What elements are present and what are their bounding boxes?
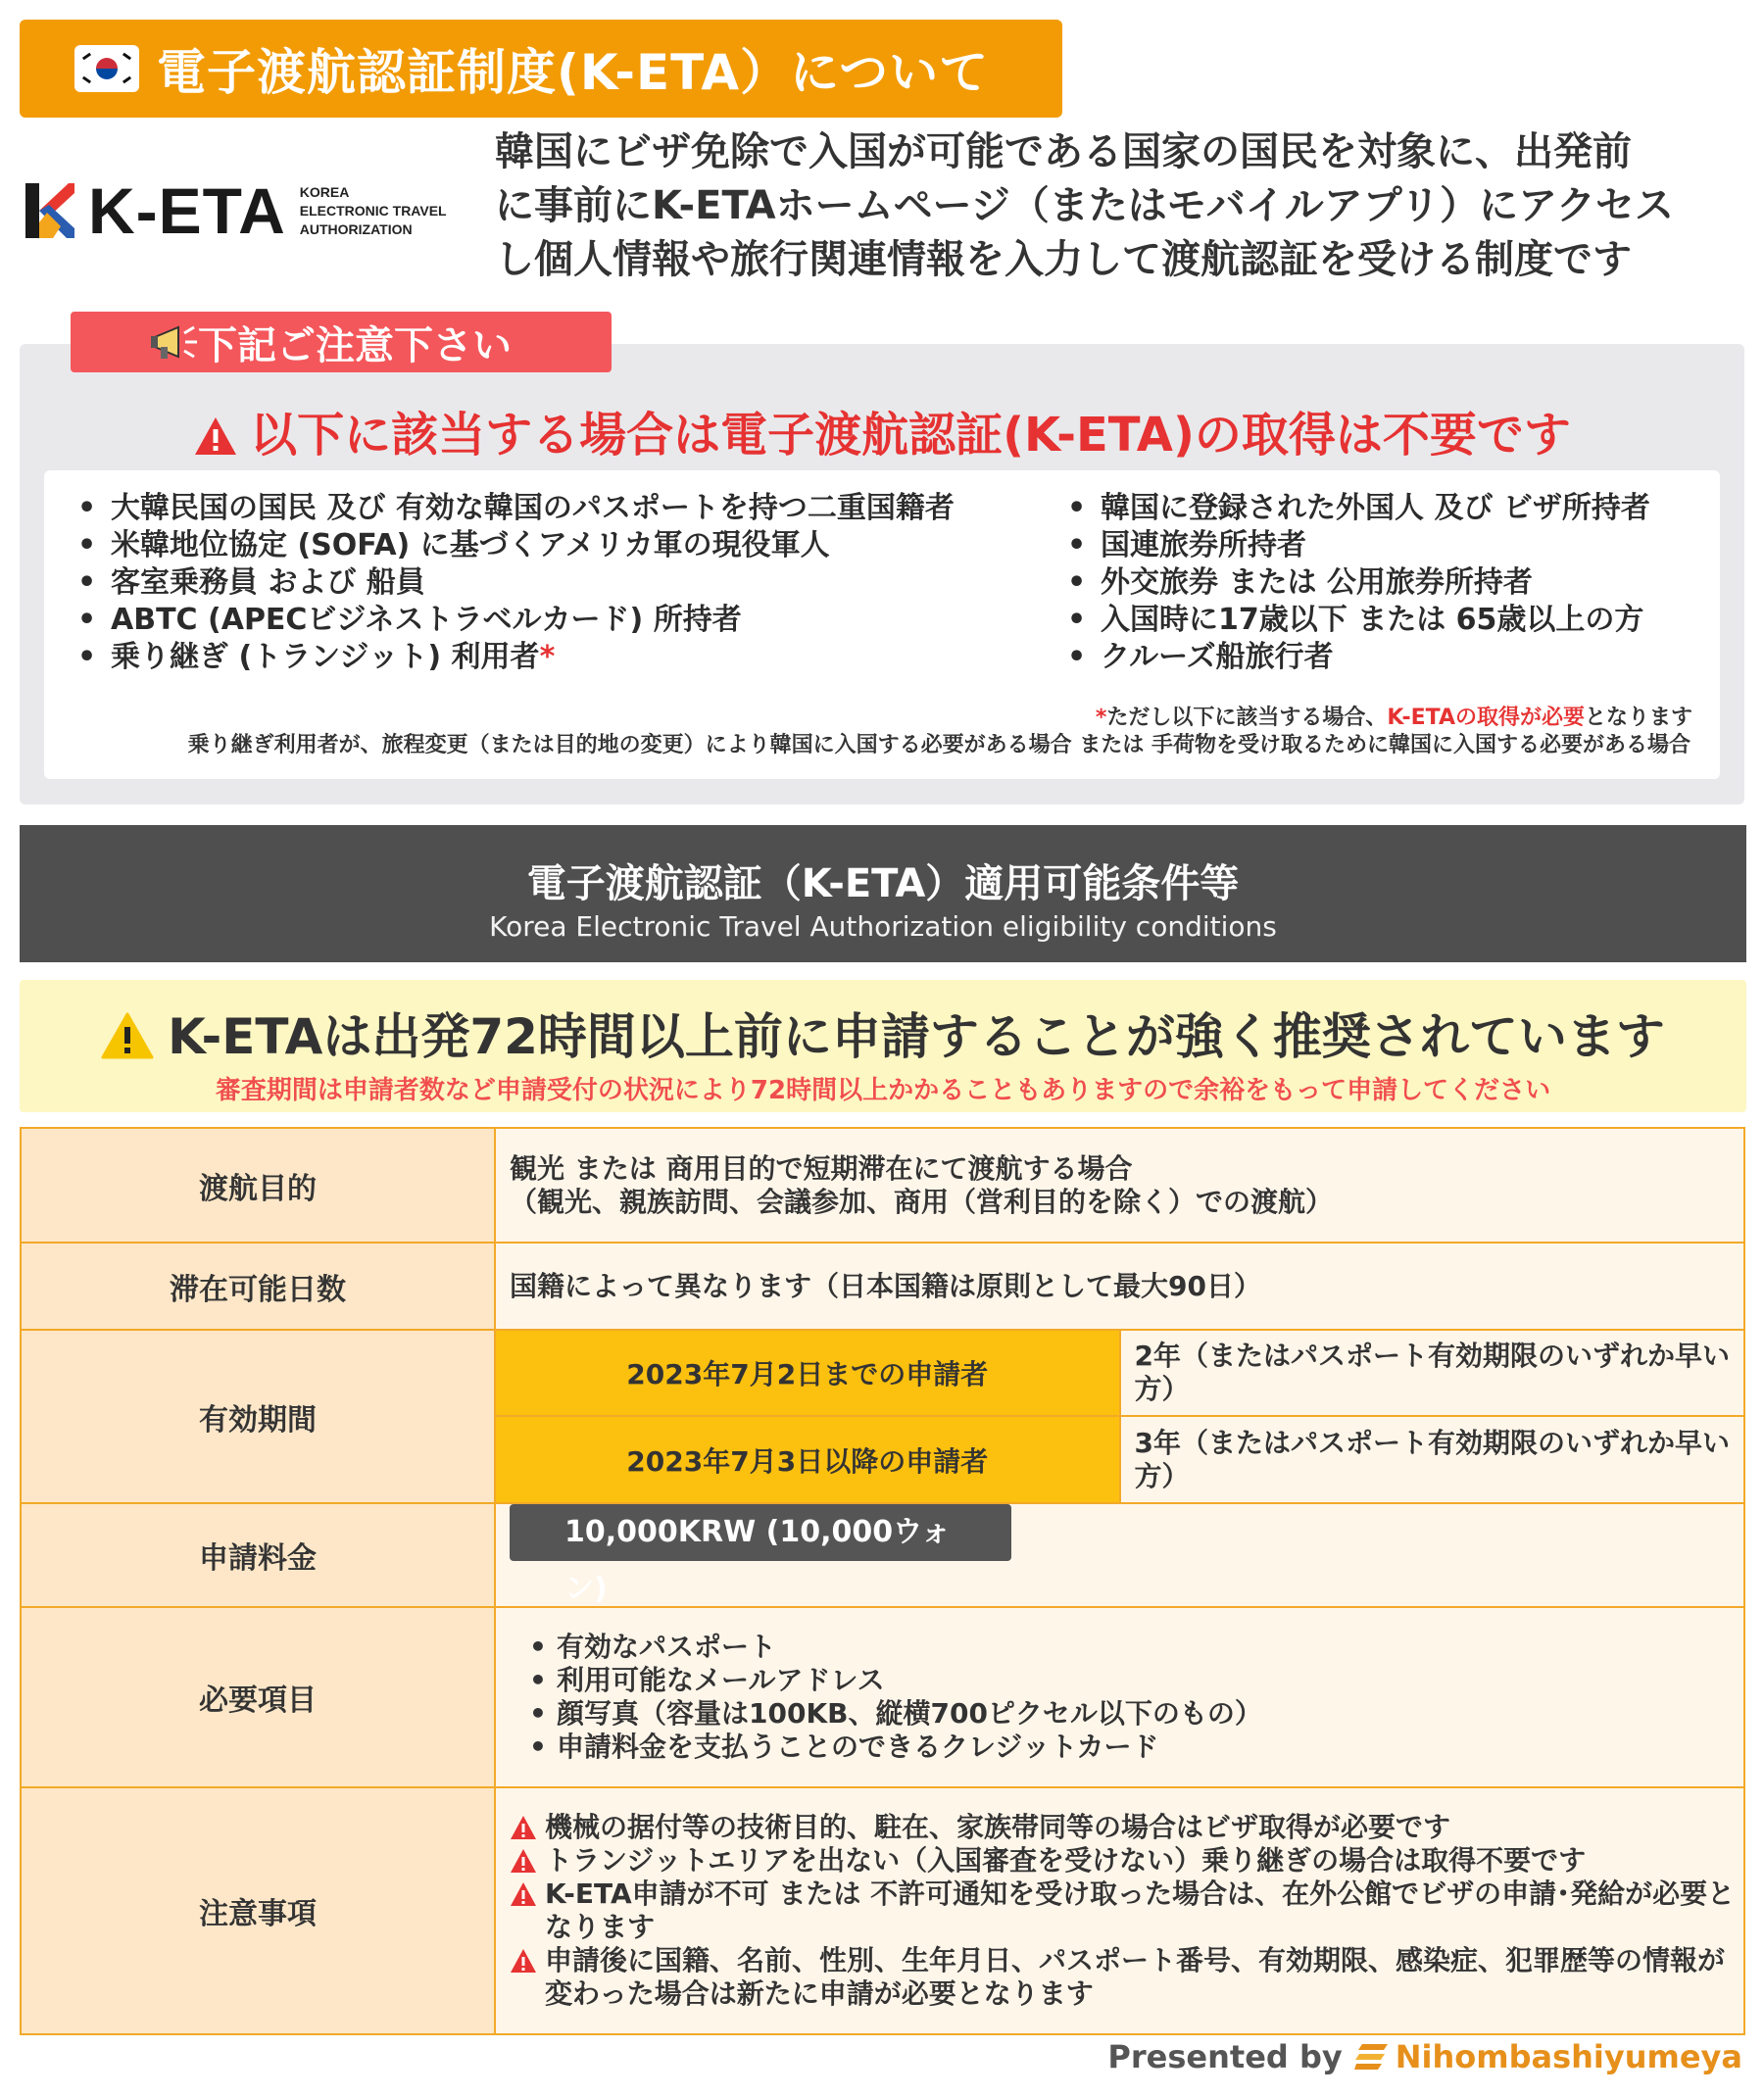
table-row [21,1243,1744,1330]
logo-wordmark: K-ETA [88,174,286,247]
presented-by: Presented by Nihombashiyumeya [1107,2038,1742,2075]
notice-headline: 以下に該当する場合は電子渡航認証(K-ETA)の取得は不要です [0,397,1764,464]
title-banner [20,20,1062,118]
list-item: • 利用可能なメールアドレス [529,1664,1743,1697]
list-item: • 客室乗務員 および 船員 [74,564,955,602]
purpose-value: 観光 または 商用目的で短期滞在にて渡航する場合 （観光、親族訪問、会議参加、商用（営利目的を除く）での渡航） [495,1128,1744,1243]
footnote-exception: *ただし以下に該当する場合、K-ETAの取得が必要となります [1095,706,1692,730]
list-item: K-ETA申請が不可 または 不許可通知を受け取った場合は、在外公館でビザの申請･発給が必要となります [510,1878,1743,1944]
list-item: • 顔写真（容量は100KB、縦横700ピクセル以下のもの） [529,1697,1743,1731]
table-row [21,1787,1744,2034]
validity-a-label: 2023年7月2日までの申請者 [495,1330,1120,1416]
warning-icon [510,1815,537,1840]
list-item: • 米韓地位協定 (SOFA) に基づくアメリカ軍の現役軍人 [74,527,955,564]
k-eta-logo [25,176,476,245]
conditions-title-jp: 電子渡航認証（K-ETA）適用可能条件等 [526,861,1240,906]
conditions-title-en: Korea Electronic Travel Authorization eligibility conditions [489,910,1277,943]
conditions-header [20,825,1746,962]
list-item: トランジットエリアを出ない（入国審査を受けない）乗り継ぎの場合は取得不要です [510,1844,1743,1878]
korea-flag-icon [76,47,137,90]
fee-badge: 10,000KRW (10,000ウォン) [510,1504,1011,1561]
footnote-detail: 乗り継ぎ利用者が、旅程変更（または目的地の変更）により韓国に入国する必要がある場合 または 手荷物を受け取るために韓国に入国する必要がある場合 [187,733,1690,757]
intro-paragraph: 韓国にビザ免除で入国が可能である国家の国民を対象に、出発前 に事前にK-ETAホームページ（またはモバイルアプリ）にアクセス し個人情報や旅行関連情報を入力して渡航認証を受ける制度です [495,129,1674,282]
list-item: • 外交旅券 または 公用旅券所持者 [1063,564,1650,602]
megaphone-icon [149,321,200,363]
warning-icon [510,1848,537,1874]
list-item: • ABTC (APECビジネストラベルカード) 所持者 [74,602,955,639]
table-row [21,1607,1744,1787]
list-item: • 有効なパスポート [529,1631,1743,1664]
caution-label: 注意事項 [21,1787,495,2034]
recommendation-sub: 審査期間は申請者数など申請受付の状況により72時間以上かかることもありますので余裕をもって申請してください [215,1076,1551,1105]
exemption-list-left [74,490,955,676]
required-label: 必要項目 [21,1607,495,1787]
recommendation-box [20,980,1746,1112]
exemption-list-right [1063,490,1650,676]
purpose-label: 渡航目的 [21,1128,495,1243]
list-item: • 乗り継ぎ (トランジット) 利用者* [74,639,955,676]
list-item: 機械の据付等の技術目的、駐在、家族帯同等の場合はビザ取得が必要です [510,1811,1743,1844]
warning-icon [510,1881,537,1907]
list-item: • 韓国に登録された外国人 及び ビザ所持者 [1063,490,1650,527]
notice-tab [71,312,612,372]
warning-icon [101,1012,154,1059]
list-item: 申請後に国籍、名前、性別、生年月日、パスポート番号、有効期限、感染症、犯罪歴等の情報が変わった場合は新たに申請が必要となります [510,1944,1743,2011]
validity-a-value: 2年（またはパスポート有効期限のいずれか早い方） [1120,1330,1745,1416]
notice-tab-label: 下記ご注意下さい [198,322,512,368]
logo-subtitle: KOREA ELECTRONIC TRAVEL AUTHORIZATION [299,183,447,237]
stay-label: 滞在可能日数 [21,1243,495,1330]
brand-logo-icon [1354,2042,1388,2072]
list-item: • 申請料金を支払うことのできるクレジットカード [529,1731,1743,1764]
list-item: • 国連旅券所持者 [1063,527,1650,564]
stay-value: 国籍によって異なります（日本国籍は原則として最大90日） [495,1243,1744,1330]
validity-b-value: 3年（またはパスポート有効期限のいずれか早い方） [1120,1416,1745,1503]
validity-label: 有効期間 [21,1330,495,1503]
list-item: • 大韓民国の国民 及び 有効な韓国のパスポートを持つ二重国籍者 [74,490,955,527]
table-row [21,1330,1744,1416]
required-list [510,1631,1743,1764]
brand-name: Nihombashiyumeya [1395,2038,1742,2075]
warning-icon [510,1948,537,1974]
validity-b-label: 2023年7月3日以降の申請者 [495,1416,1120,1503]
recommendation-main: K-ETAは出発72時間以上前に申請することが強く推奨されています [20,998,1746,1068]
list-item: • クルーズ船旅行者 [1063,639,1650,676]
exemption-list-box [44,470,1720,779]
k-eta-logo-mark-icon [25,183,74,238]
asterisk-mark: * [539,640,556,674]
page-title: 電子渡航認証制度(K-ETA）について [157,44,990,101]
conditions-table [20,1127,1745,2035]
fee-label: 申請料金 [21,1503,495,1607]
warning-icon [193,415,238,457]
caution-list [510,1811,1743,2011]
list-item: • 入国時に17歳以下 または 65歳以上の方 [1063,602,1650,639]
table-row [21,1128,1744,1243]
table-row [21,1503,1744,1607]
